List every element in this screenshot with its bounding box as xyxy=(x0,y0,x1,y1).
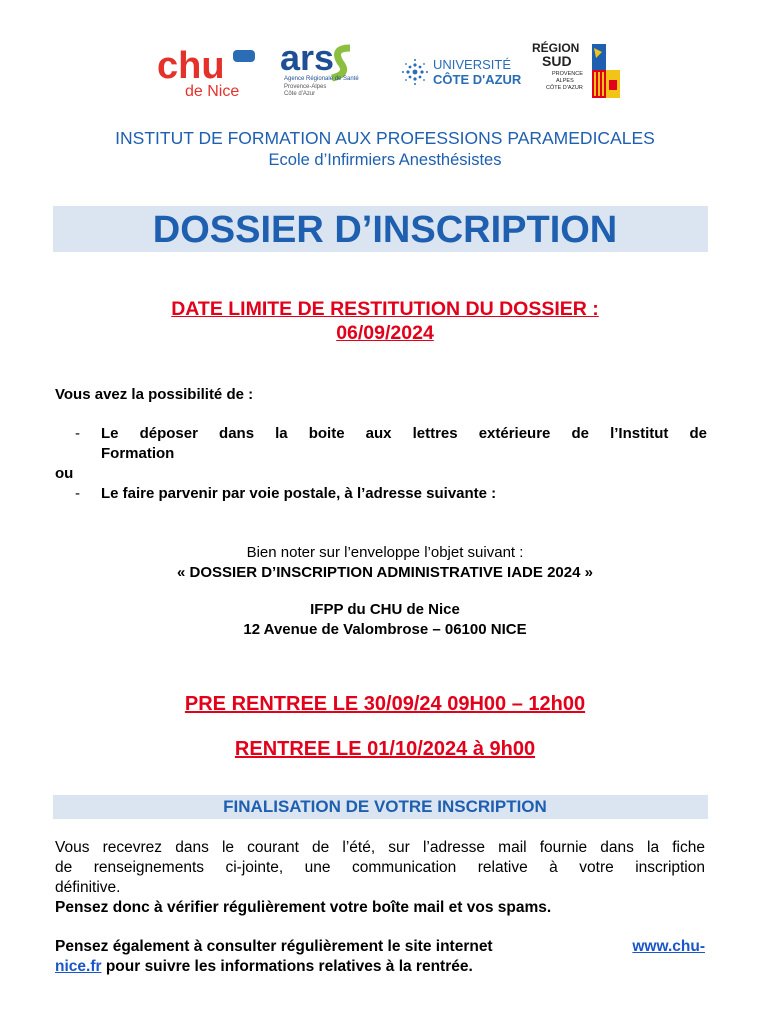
finalisation-p2: Pensez donc à vérifier régulièrement votre boîte mail et vos spams. xyxy=(55,899,552,916)
finalisation-p3-line2 xyxy=(55,957,705,977)
option-1-line2: Formation xyxy=(101,445,175,462)
finalisation-heading: FINALISATION DE VOTRE INSCRIPTION xyxy=(223,797,547,816)
option-1-line1: Le déposer dans la boite aux lettres extérieure de l’Institut de xyxy=(101,425,707,442)
pre-rentree-date: PRE RENTREE LE 30/09/24 09H00 – 12h00 xyxy=(184,693,586,715)
finalisation-p1-line2: de renseignements ci-jointe, une communication relative à votre inscription xyxy=(55,859,705,876)
finalisation-p1-line3: définitive. xyxy=(55,879,121,896)
finalisation-p3-line1 xyxy=(55,937,705,957)
logo-bar xyxy=(0,37,770,105)
svg-text:Agence Régionale de Santé: Agence Régionale de Santé xyxy=(284,76,359,82)
envelope-note: Bien noter sur l’enveloppe l’objet suivant : xyxy=(246,544,524,561)
svg-text:Provence-Alpes: Provence-Alpes xyxy=(284,84,327,90)
finalisation-p1-line1: Vous recevrez dans le courant de l’été, sur l’adresse mail fournie dans la fiche xyxy=(55,839,705,856)
website-link-part1[interactable]: www.chu- xyxy=(632,938,705,955)
svg-text:PROVENCE: PROVENCE xyxy=(552,71,583,77)
deadline-label: DATE LIMITE DE RESTITUTION DU DOSSIER : xyxy=(171,298,599,320)
svg-text:UNIVERSITÉ: UNIVERSITÉ xyxy=(433,57,512,72)
svg-text:Côte d'Azur: Côte d'Azur xyxy=(284,91,316,97)
school-name: Ecole d’Infirmiers Anesthésistes xyxy=(268,151,502,169)
or-label: ou xyxy=(55,465,74,482)
rentree-date: RENTREE LE 01/10/2024 à 9h00 xyxy=(234,738,536,760)
ars-logo xyxy=(280,37,380,102)
svg-text:RÉGION: RÉGION xyxy=(532,41,580,55)
options-intro: Vous avez la possibilité de : xyxy=(55,386,254,403)
svg-text:chu: chu xyxy=(157,45,225,87)
address-name: IFPP du CHU de Nice xyxy=(310,601,460,618)
address-street: 12 Avenue de Valombrose – 06100 NICE xyxy=(243,621,527,638)
finalisation-p3-text: Pensez également à consulter régulièrement le site internet xyxy=(55,938,493,955)
dash-1: - xyxy=(75,425,80,442)
envelope-subject: « DOSSIER D’INSCRIPTION ADMINISTRATIVE IADE 2024 » xyxy=(177,564,593,581)
svg-text:CÔTE D'AZUR: CÔTE D'AZUR xyxy=(546,85,583,91)
svg-text:ALPES: ALPES xyxy=(556,78,574,84)
svg-text:SUD: SUD xyxy=(542,53,572,69)
finalisation-p3-rest: pour suivre les informations relatives à la rentrée. xyxy=(101,958,473,975)
svg-text:de Nice: de Nice xyxy=(185,83,240,100)
website-link-part2[interactable]: nice.fr xyxy=(55,958,102,975)
institute-name: INSTITUT DE FORMATION AUX PROFESSIONS PARAMEDICALES xyxy=(115,128,655,148)
dash-2: - xyxy=(75,485,80,502)
page-title: DOSSIER D’INSCRIPTION xyxy=(152,209,618,251)
svg-text:CÔTE D'AZUR: CÔTE D'AZUR xyxy=(433,72,522,87)
universite-cote-azur-logo xyxy=(400,52,522,92)
option-2: Le faire parvenir par voie postale, à l’adresse suivante : xyxy=(101,485,497,502)
deadline-date: 06/09/2024 xyxy=(336,322,434,344)
svg-text:ars: ars xyxy=(280,37,335,78)
region-sud-logo xyxy=(530,40,640,102)
chu-nice-logo xyxy=(155,42,260,100)
